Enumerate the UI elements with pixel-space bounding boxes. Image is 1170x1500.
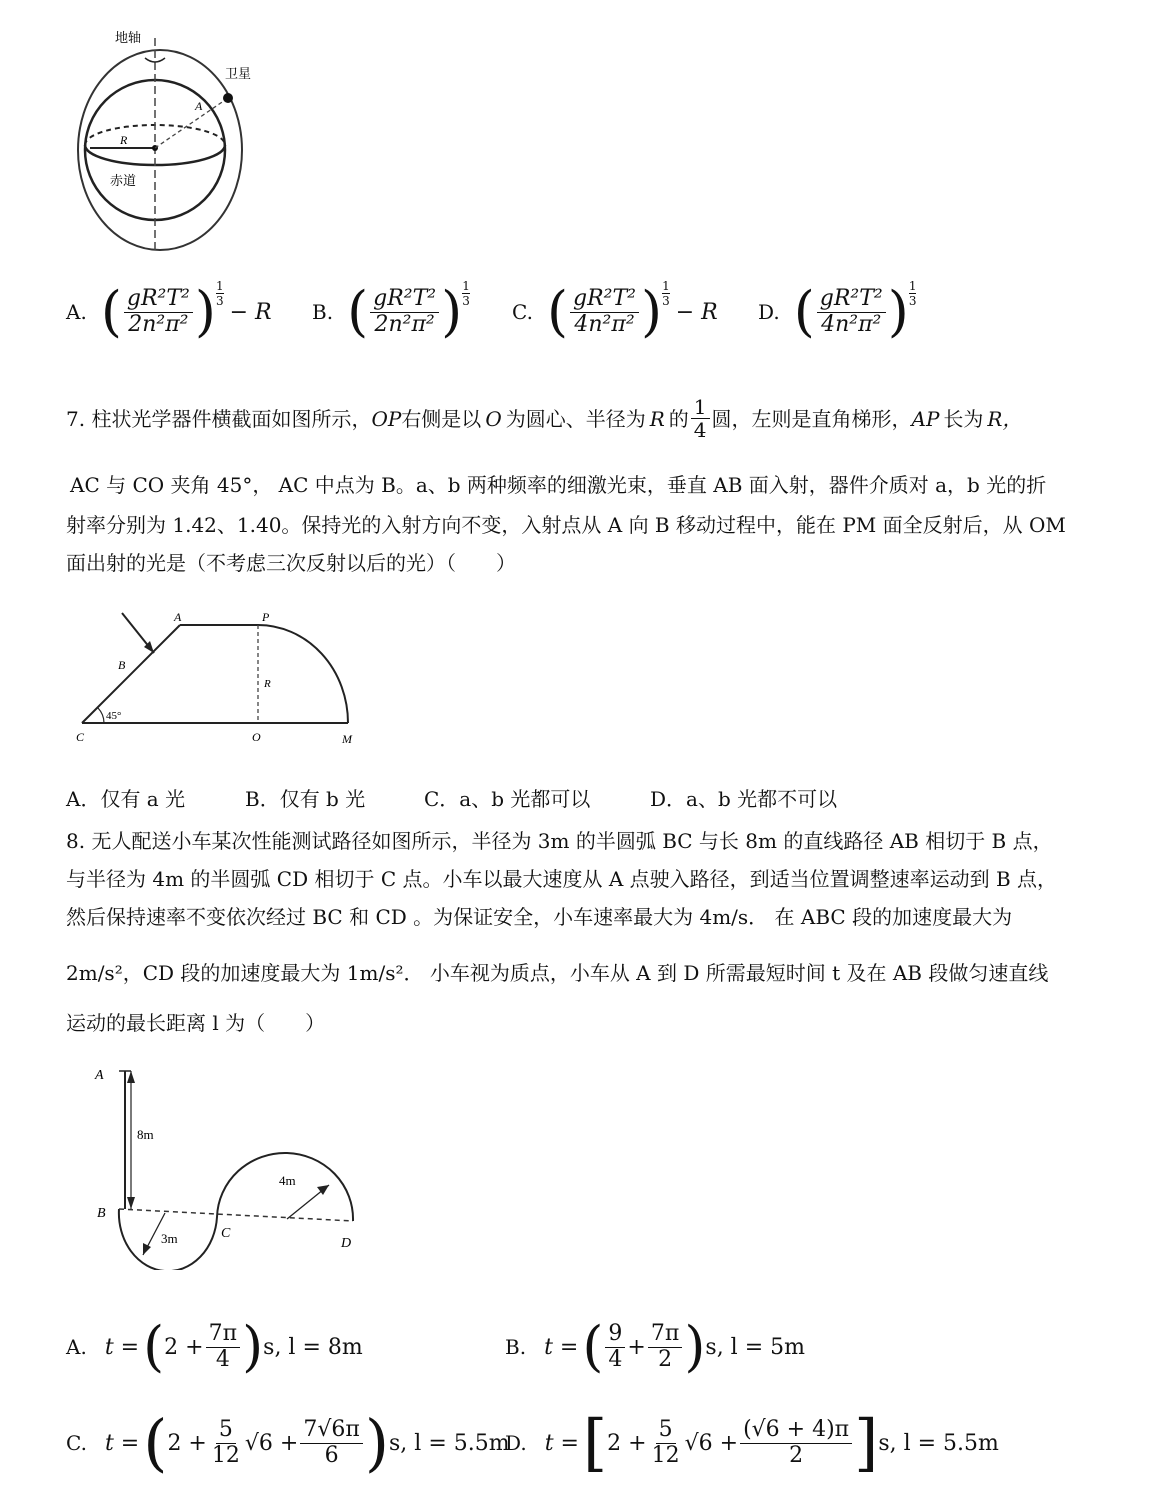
t-eq: t = <box>104 1334 140 1360</box>
term: √6 + <box>684 1430 739 1456</box>
length-label: 8m <box>137 1127 154 1142</box>
q7-text: R <box>649 406 665 431</box>
q7-option-a[interactable]: A．仅有 a 光 <box>66 787 186 811</box>
q8-option-b[interactable]: B. t = ( $\frac{9}{4}$ + $\frac{7\pi}{2}$ ) s, l = 5m <box>505 1315 805 1378</box>
option-letter: A. <box>66 1335 87 1359</box>
frac-num: gR²T² <box>817 287 886 312</box>
q8-line2: 与半径为 4m 的半圆弧 CD 相切于 C 点。小车以最大速度从 A 点驶入路径，到适当位置调整速率运动到 B 点， <box>66 867 1058 891</box>
tail: − R <box>675 299 718 325</box>
q7-option-b[interactable]: B．仅有 b 光 <box>245 787 366 811</box>
q7-text: 圆，左则是直角梯形， <box>711 406 912 431</box>
t-eq: t = <box>544 1334 579 1360</box>
q7-text: R， <box>987 406 1023 431</box>
point-d: D <box>341 1236 352 1251</box>
tail: s, l = 5.5m <box>878 1430 999 1456</box>
satellite-label: 卫星 <box>225 66 252 81</box>
term: 2 + <box>167 1430 207 1456</box>
frac-num: 5 <box>656 1418 676 1443</box>
q7-text: 的 <box>668 406 689 431</box>
frac-num: 7π <box>648 1322 682 1347</box>
optical-device-figure <box>70 605 370 755</box>
frac-num: 9 <box>605 1322 625 1347</box>
tail: − R <box>229 299 272 325</box>
frac-num: gR²T² <box>570 287 639 312</box>
delivery-path-figure <box>85 1055 385 1270</box>
rotation-arrow <box>145 58 165 62</box>
option-letter: A. <box>66 300 87 324</box>
plus: + <box>627 1334 646 1360</box>
q6-option-a[interactable]: A. ( $\frac{\text{gR²T²}}{\text{2n²π²}}$ ) $\frac{1}{3}$ − R <box>66 279 272 343</box>
frac-den: 4 <box>693 418 707 442</box>
q7-text: O <box>485 406 502 431</box>
point-o: O <box>252 730 261 744</box>
exp-den: 3 <box>462 294 470 308</box>
q7-option-d[interactable]: D．a、b 光都不可以 <box>650 787 838 811</box>
frac-den: 4 <box>215 1346 230 1372</box>
option-letter: C. <box>512 300 533 324</box>
point-p: P <box>262 610 270 624</box>
q8-option-c[interactable]: C. t = ( 2 + $\frac{5}{12}$ √6 + $\frac{7√6\pi}{6}$ ) s, l = 5.5m <box>66 1406 510 1479</box>
frac-den: 2n²π² <box>128 311 189 337</box>
t-eq: t = <box>544 1430 579 1456</box>
frac-den: 4n²π² <box>574 311 635 337</box>
angle-label: 45° <box>106 710 122 722</box>
q7-text: 右侧是以 <box>401 406 482 431</box>
frac-num: 1 <box>691 396 710 419</box>
frac-den: 6 <box>324 1442 339 1468</box>
q7-text: 7. 柱状光学器件横截面如图所示， <box>66 406 372 431</box>
frac-den: 12 <box>211 1442 240 1468</box>
q7-text: OP <box>371 406 402 431</box>
q7-text: 为圆心、半径为 <box>505 406 646 431</box>
axis-label: 地轴 <box>115 30 142 45</box>
frac-den: 4 <box>608 1346 623 1372</box>
point-a: A <box>95 1068 104 1083</box>
q8-line3: 然后保持速率不变依次经过 BC 和 CD 。为保证安全，小车速率最大为 4m/s． 在 ABC 段的加速度最大为 <box>66 905 1013 929</box>
satellite-dot <box>223 93 233 103</box>
term: √6 + <box>244 1430 299 1456</box>
point-a-label: A <box>195 99 203 113</box>
t-eq: t = <box>104 1430 140 1456</box>
radius-3-label: 3m <box>161 1231 178 1246</box>
q8-option-a[interactable]: A. t = ( 2 + $\frac{7\pi}{4}$ ) s, l = 8m <box>66 1315 363 1378</box>
term: 2 + <box>607 1430 647 1456</box>
frac-den: 12 <box>651 1442 680 1468</box>
frac-num: 7√6π <box>300 1418 362 1443</box>
frac-num: gR²T² <box>370 287 439 312</box>
point-b: B <box>97 1206 106 1221</box>
exp-num: 1 <box>908 279 917 293</box>
exp-num: 1 <box>662 279 670 293</box>
point-b: B <box>118 658 126 672</box>
option-letter: C. <box>66 1431 87 1455</box>
term: 2 + <box>164 1334 204 1360</box>
exp-den: 3 <box>908 294 917 308</box>
point-c: C <box>221 1226 231 1241</box>
q7-text: 长为 <box>943 406 984 431</box>
exp-num: 1 <box>462 279 470 293</box>
frac-den: 2n²π² <box>374 311 435 337</box>
q8-line1: 8. 无人配送小车某次性能测试路径如图所示，半径为 3m 的半圆弧 BC 与长 8m 的直线路径 AB 相切于 B 点， <box>66 829 1053 853</box>
q6-option-c[interactable]: C. ( $\frac{\text{gR²T²}}{\text{4n²π²}}$ ) $\frac{1}{3}$ − R <box>512 279 718 343</box>
radius-4-label: 4m <box>279 1173 296 1188</box>
q7-line3: 射率分别为 1.42、1.40。保持光的入射方向不变，入射点从 A 向 B 移动过程中，能在 PM 面全反射后，从 OM <box>66 513 1066 537</box>
frac-num: 5 <box>216 1418 236 1443</box>
frac-den: 2 <box>789 1442 804 1468</box>
frac-num: 7π <box>206 1322 240 1347</box>
tail: s, l = 8m <box>263 1334 363 1360</box>
option-letter: B. <box>312 300 334 324</box>
q8-line4: 2m/s²，CD 段的加速度最大为 1m/s²． 小车视为质点，小车从 A 到 D 所需最短时间 t 及在 AB 段做匀速直线 <box>66 961 1049 985</box>
option-letter: D. <box>505 1431 527 1455</box>
tail: s, l = 5m <box>705 1334 805 1360</box>
exp-den: 3 <box>662 294 670 308</box>
frac-den: 2 <box>658 1346 673 1372</box>
q6-option-b[interactable]: B. ( $\frac{\text{gR²T²}}{\text{2n²π²}}$ ) $\frac{1}{3}$ <box>312 279 470 343</box>
frac-den: 4n²π² <box>821 311 882 337</box>
exp-num: 1 <box>215 279 224 293</box>
q7-line1 <box>66 396 1022 441</box>
radius-label: R <box>264 678 271 690</box>
point-a: A <box>174 610 182 624</box>
q8-option-d[interactable]: D. t = [ 2 + $\frac{5}{12}$ √6 + $\frac{(√6 + 4)\pi}{2}$ ] s, l = 5.5m <box>505 1406 999 1479</box>
exp-den: 3 <box>215 294 224 308</box>
option-letter: D. <box>758 300 780 324</box>
q6-option-d[interactable]: D. ( $\frac{\text{gR²T²}}{\text{4n²π²}}$ ) $\frac{1}{3}$ <box>758 279 917 343</box>
frac-num: (√6 + 4)π <box>740 1418 852 1443</box>
equator-label: 赤道 <box>110 173 137 188</box>
option-letter: B. <box>505 1335 527 1359</box>
frac-num: gR²T² <box>124 287 193 312</box>
point-m: M <box>342 732 352 746</box>
q8-line5: 运动的最长距离 l 为（ ） <box>66 1011 326 1035</box>
q7-text: AP <box>911 406 940 431</box>
q7-line4: 面出射的光是（不考虑三次反射以后的光）（ ） <box>66 551 516 575</box>
q7-option-c[interactable]: C．a、b 光都可以 <box>424 787 591 811</box>
q7-line2: AC 与 CO 夹角 45°， AC 中点为 B。a、b 两种频率的细激光束，垂直 AB 面入射，器件介质对 a，b 光的折 <box>70 473 1047 497</box>
point-c: C <box>76 730 85 744</box>
radius-label: R <box>120 133 128 147</box>
earth-satellite-figure <box>60 20 300 260</box>
tail: s, l = 5.5m <box>389 1430 510 1456</box>
